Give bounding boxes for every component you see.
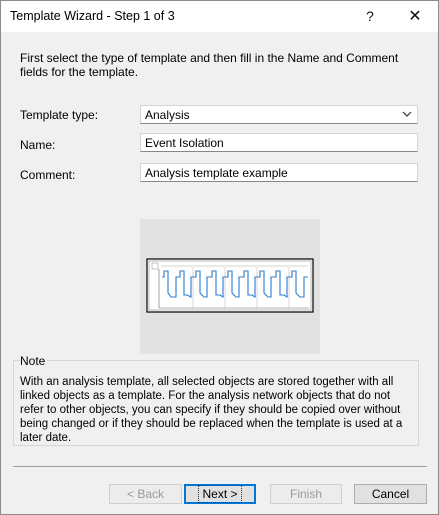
analysis-preview-thumbnail (140, 219, 320, 354)
finish-button[interactable]: Finish (270, 484, 342, 504)
title-bar (1, 1, 438, 32)
back-button[interactable]: < Back (109, 484, 182, 504)
window-title: Template Wizard - Step 1 of 3 (10, 9, 175, 23)
comment-input[interactable] (140, 163, 418, 182)
name-label: Name: (20, 138, 56, 152)
name-input[interactable] (140, 133, 418, 152)
comment-label: Comment: (20, 168, 76, 182)
template-type-value: Analysis (145, 108, 190, 122)
close-button[interactable]: ✕ (408, 8, 422, 25)
chevron-down-icon (401, 107, 413, 121)
comment-value: Analysis template example (145, 166, 288, 180)
note-legend: Note (20, 354, 46, 368)
template-type-dropdown[interactable] (140, 105, 418, 124)
next-button[interactable] (184, 484, 256, 504)
template-preview (140, 219, 320, 354)
cancel-button[interactable]: Cancel (354, 484, 427, 504)
template-type-label: Template type: (20, 108, 99, 122)
note-text: With an analysis template, all selected objects are stored together with all linked objects as a template. For the analysis network objects that do not refer to other objects, you can specify if they should be copied over without being changed or if they should be replaced when the template is used at a later date. (20, 376, 403, 444)
instructions-text: First select the type of template and then fill in the Name and Comment fields for the template. (20, 51, 399, 79)
name-value: Event Isolation (145, 136, 224, 150)
help-button[interactable]: ? (366, 8, 374, 24)
button-separator (13, 466, 427, 467)
next-button-label: Next > (202, 487, 238, 501)
